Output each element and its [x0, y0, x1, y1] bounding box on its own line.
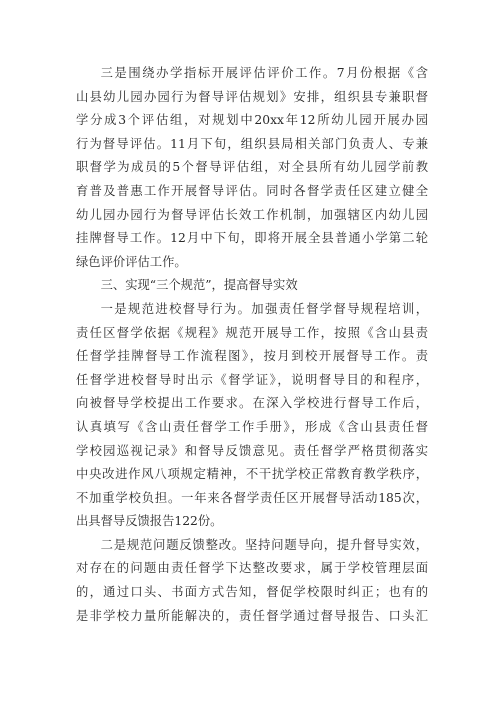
text-line: 是非学校力量所能解决的，责任督学通过督导报告、口头汇	[76, 608, 428, 623]
text-line: 中央改进作风八项规定精神，不干扰学校正常教育教学秩序，	[76, 467, 428, 482]
document-body	[76, 62, 428, 628]
text-line: 对存在的问题由责任督学下达整改要求，属于学校管理层面	[76, 561, 428, 576]
text-line: 绿色评价评估工作。	[76, 254, 187, 269]
text-line: 育普及普惠工作开展督导评估。同时各督学责任区建立健全	[76, 183, 428, 198]
text-line: 任督学进校督导时出示《督学证》，说明督导目的和程序，	[76, 372, 428, 387]
text-line: 出具督导反馈报告122份。	[76, 514, 223, 529]
text-line: 行为督导评估。11月下旬，组织县局相关部门负责人、专兼	[76, 136, 428, 151]
text-line: 不加重学校负担。一年来各督学责任区开展督导活动185次，	[76, 490, 428, 505]
paragraph-regulate-visits	[76, 298, 428, 534]
text-line: 学分成3个评估组，对规划中20xx年12所幼儿园开展办园	[76, 113, 428, 128]
text-line: 任督学挂牌督导工作流程图》，按月到校开展督导工作。责	[76, 349, 428, 364]
text-line: 认真填写《含山责任督学工作手册》，形成《含山县责任督	[76, 419, 428, 434]
text-line: 三是围绕办学指标开展评估评价工作。7月份根据《含	[100, 66, 428, 80]
paragraph-feedback-rectification	[76, 534, 428, 628]
paragraph-evaluation-work	[76, 62, 428, 274]
text-line: 向被督导学校提出工作要求。在深入学校进行督导工作后，	[76, 396, 428, 411]
text-line: 责任区督学依据《规程》规范开展导工作，按照《含山县责	[76, 325, 428, 340]
text-line: 山县幼儿园办园行为督导评估规划》安排，组织县专兼职督	[76, 89, 428, 104]
section-heading-three	[76, 274, 428, 298]
section-heading-text: 三、实现“三个规范”，提高督导实效	[100, 278, 298, 293]
text-line: 挂牌督导工作。12月中下旬，即将开展全县普通小学第二轮	[76, 231, 428, 246]
text-line: 职督学为成员的5个督导评估组，对全县所有幼儿园学前教	[76, 160, 428, 175]
text-line: 幼儿园办园行为督导评估长效工作机制，加强辖区内幼儿园	[76, 207, 428, 222]
text-line: 的，通过口头、书面方式告知，督促学校限时纠正；也有的	[76, 585, 428, 600]
text-line: 学校园巡视记录》和督导反馈意见。责任督学严格贯彻落实	[76, 443, 428, 458]
text-line: 二是规范问题反馈整改。坚持问题导向，提升督导实效，	[100, 537, 428, 552]
text-line: 一是规范进校督导行为。加强责任督学督导规程培训，	[100, 301, 428, 316]
